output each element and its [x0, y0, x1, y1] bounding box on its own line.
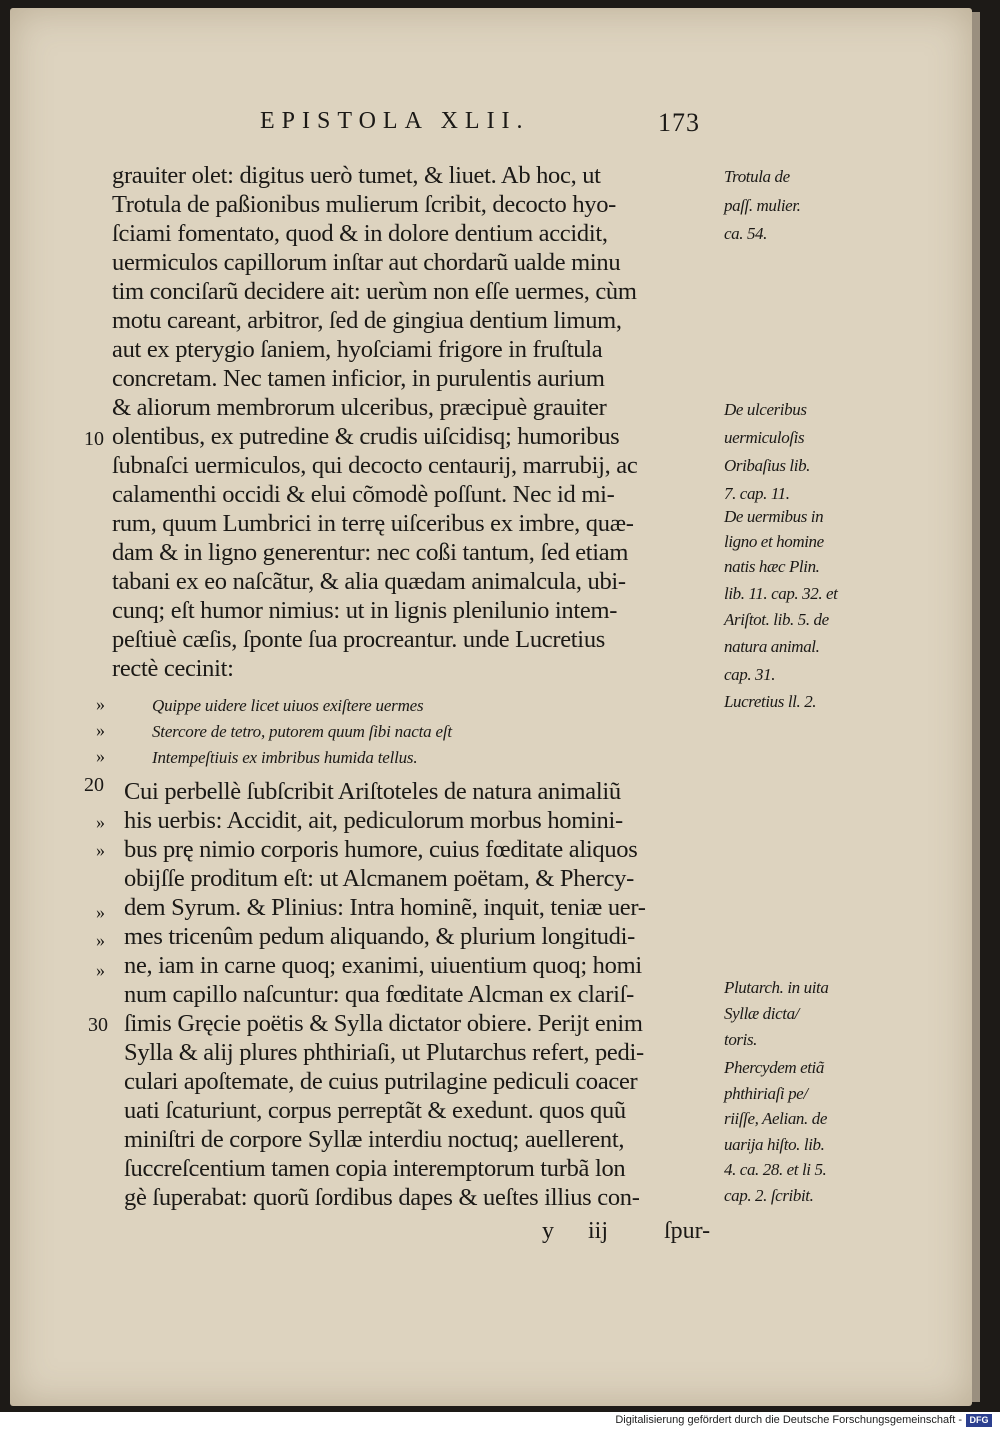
margin-note: toris. [724, 1030, 758, 1049]
margin-note: ligno et homine [724, 532, 824, 551]
quote-mark: » [96, 960, 105, 980]
body-line: peſtiuè cæſis, ſponte ſua procreantur. unde Lucretius [112, 626, 606, 653]
body-line: aut ex pterygio ſaniem, hyoſciami frigore in fruſtula [112, 336, 603, 363]
margin-note: 7. cap. 11. [724, 484, 790, 503]
body-line: bus prę nimio corporis humore, cuius fœditate aliquos [124, 836, 638, 863]
body-line: Sylla & alij plures phthiriaſi, ut Plutarchus refert, pedi- [124, 1039, 644, 1066]
running-header: EPISTOLA XLII. [260, 108, 530, 134]
body-line: cunq; eſt humor nimius: ut in lignis plenilunio intem- [112, 597, 618, 624]
body-line: rectè cecinit: [112, 655, 234, 682]
quote-mark: » [96, 840, 105, 860]
line-number: 20 [84, 774, 104, 796]
body-line: obijſſe proditum eſt: ut Alcmanem poëtam, & Phercy- [124, 865, 634, 892]
body-line: culari apoſtemate, de cuius putrilagine pediculi coacer [124, 1068, 638, 1095]
verse-line: Stercore de tetro, putorem quum ſibi nacta eſt [152, 722, 452, 741]
body-line: motu careant, arbitror, ſed de gingiua dentium limum, [112, 307, 622, 334]
margin-note: Lucretius ll. 2. [724, 692, 817, 711]
margin-note: ca. 54. [724, 224, 767, 243]
verse-line: Quippe uidere licet uiuos exiſtere uermes [152, 696, 424, 715]
page-edge [972, 12, 980, 1402]
margin-note: cap. 31. [724, 665, 776, 684]
margin-note: Plutarch. in uita [724, 978, 829, 997]
body-line: olentibus, ex putredine & crudis uiſcidisq; humoribus [112, 423, 620, 450]
verse-line: Intempeſtiuis ex imbribus humida tellus. [152, 748, 418, 767]
margin-note: Ariſtot. lib. 5. de [724, 610, 829, 629]
margin-note: lib. 11. cap. 32. et [724, 584, 838, 603]
body-line: tim conciſarũ decidere ait: uerùm non eſſe uermes, cùm [112, 278, 637, 305]
body-line: miniſtri de corpore Syllæ interdiu noctuq; auellerent, [124, 1126, 625, 1153]
body-line: ſuccreſcentium tamen copia interemptorum turbã lon [124, 1155, 626, 1182]
margin-note: natura animal. [724, 637, 820, 656]
signature-mark: y [542, 1218, 554, 1244]
margin-note: Oribaſius lib. [724, 456, 811, 475]
quote-mark: » [96, 812, 105, 832]
margin-note: natis hæc Plin. [724, 557, 820, 576]
body-line: dam & in ligno generentur: nec coßi tantum, ſed etiam [112, 539, 629, 566]
body-line: Cui perbellè ſubſcribit Ariſtoteles de natura animaliũ [124, 778, 621, 805]
footer-credit: Digitalisierung gefördert durch die Deutsche Forschungsgemeinschaft - [615, 1414, 962, 1426]
body-line: num capillo naſcuntur: qua fœditate Alcman ex clariſ- [124, 981, 634, 1008]
quote-mark: » [96, 902, 105, 922]
line-number: 30 [88, 1014, 108, 1036]
margin-note: Trotula de [724, 167, 790, 186]
margin-note: De uermibus in [724, 507, 824, 526]
body-line: ne, iam in carne quoq; exanimi, uiuentium quoq; homi [124, 952, 642, 979]
margin-note: cap. 2. ſcribit. [724, 1186, 814, 1205]
body-line: rum, quum Lumbrici in terrę uiſceribus ex imbre, quæ- [112, 510, 634, 537]
body-line: & aliorum membrorum ulceribus, præcipuè grauiter [112, 394, 607, 421]
body-line: concretam. Nec tamen inficior, in purulentis aurium [112, 365, 605, 392]
body-line: his uerbis: Accidit, ait, pediculorum morbus homini- [124, 807, 623, 834]
line-number: 10 [84, 428, 104, 450]
margin-note: riiſſe, Aelian. de [724, 1109, 827, 1128]
page-number: 173 [658, 108, 700, 137]
quote-mark: » [96, 694, 105, 714]
body-line: grauiter olet: digitus uerò tumet, & liuet. Ab hoc, ut [112, 162, 601, 189]
body-line: dem Syrum. & Plinius: Intra hominẽ, inquit, teniæ uer- [124, 894, 646, 921]
margin-note: Syllæ dicta/ [724, 1004, 799, 1023]
margin-note: paſſ. mulier. [724, 196, 801, 215]
signature-number: iij [588, 1218, 609, 1244]
margin-note: phthiriaſi pe/ [724, 1084, 808, 1103]
margin-note: uarija hiſto. lib. [724, 1135, 825, 1154]
quote-mark: » [96, 720, 105, 740]
body-line: ſimis Gręcie poëtis & Sylla dictator obiere. Perijt enim [124, 1010, 643, 1037]
dfg-logo: DFG [966, 1414, 992, 1427]
margin-note: Phercydem etiã [724, 1058, 824, 1077]
body-line: gè ſuperabat: quorũ ſordibus dapes & ueſtes illius con- [124, 1184, 640, 1211]
margin-note: De ulceribus [724, 400, 807, 419]
body-line: mes tricenûm pedum aliquando, & plurium longitudi- [124, 923, 635, 950]
catchword: ſpur- [664, 1218, 711, 1244]
margin-note: 4. ca. 28. et li 5. [724, 1160, 827, 1179]
quote-mark: » [96, 746, 105, 766]
body-line: uermiculos capillorum inſtar aut chordarũ ualde minu [112, 249, 621, 276]
body-line: uati ſcaturiunt, corpus perreptãt & exedunt. quos quũ [124, 1097, 626, 1124]
body-line: tabani ex eo naſcãtur, & alia quædam animalcula, ubi- [112, 568, 626, 595]
body-line: ſciami fomentato, quod & in dolore dentium accidit, [112, 220, 608, 247]
body-line: ſubnaſci uermiculos, qui decocto centaurij, marrubij, ac [112, 452, 638, 479]
body-line: Trotula de paßionibus mulierum ſcribit, decocto hyo- [112, 191, 617, 218]
body-line: calamenthi occidi & elui cõmodè poſſunt. Nec id mi- [112, 481, 615, 508]
quote-mark: » [96, 930, 105, 950]
margin-note: uermiculoſis [724, 428, 805, 447]
